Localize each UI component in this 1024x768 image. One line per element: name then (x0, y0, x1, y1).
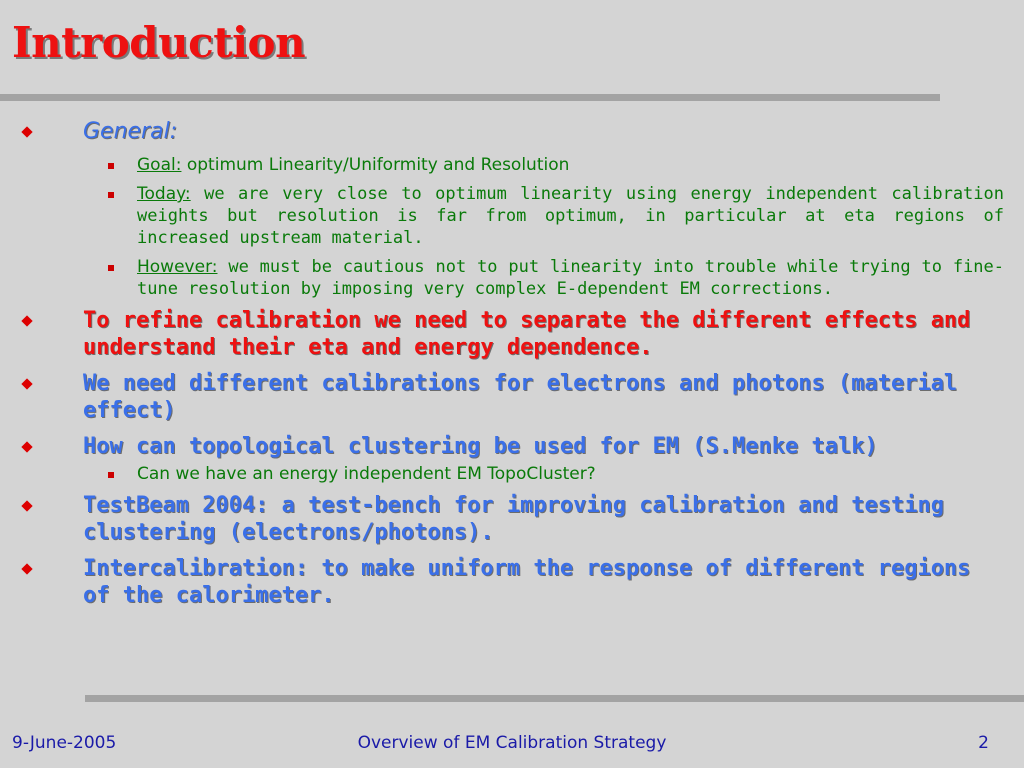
square-bullet-icon (108, 265, 114, 271)
sub-bullet-topocluster (0, 463, 1024, 485)
diamond-bullet-icon (21, 563, 32, 574)
testbeam-text: TestBeam 2004: a test-bench for improving calibration and testing clustering (electrons/photons). (83, 493, 944, 545)
diamond-bullet-icon (21, 500, 32, 511)
different-text: We need different calibrations for electrons and photons (material effect) (83, 371, 958, 423)
however-text: we must be cautious not to put linearity into trouble while trying to fine-tune resolution by imposing very complex E-dependent EM corrections. (137, 257, 1004, 299)
square-bullet-icon (108, 472, 114, 478)
topo-sub-text: Can we have an energy independent EM TopoCluster? (137, 464, 596, 484)
footer-date: 9-June-2005 (12, 733, 117, 753)
sub-bullet-today (0, 183, 1024, 249)
refine-text: To refine calibration we need to separate the different effects and understand their eta and energy dependence. (83, 308, 971, 360)
however-label: However: (137, 257, 218, 277)
goal-label: Goal: (137, 155, 182, 175)
sub-bullet-however (0, 256, 1024, 300)
bullet-intercalibration (0, 555, 1024, 609)
diamond-bullet-icon (21, 441, 32, 452)
general-label: General: (83, 119, 178, 144)
footer-title: Overview of EM Calibration Strategy (357, 733, 667, 753)
bullet-testbeam (0, 492, 1024, 546)
bullet-general (0, 118, 1024, 145)
sub-bullet-goal (0, 154, 1024, 176)
diamond-bullet-icon (21, 315, 32, 326)
bullet-topological-clustering (0, 433, 1024, 460)
footer-page-number: 2 (978, 733, 989, 753)
diamond-bullet-icon (21, 126, 32, 137)
title-divider (0, 94, 940, 101)
today-text: we are very close to optimum linearity using energy independent calibration weights but resolution is far from optimum, in particular at eta regions of increased upstream material. (137, 184, 1004, 248)
intercal-text: Intercalibration: to make uniform the response of different regions of the calorimeter. (83, 556, 971, 608)
today-label: Today: (137, 184, 191, 204)
topo-text: How can topological clustering be used for EM (S.Menke talk) (83, 434, 878, 459)
slide-title: Introduction (12, 18, 306, 67)
bullet-different-calibrations (0, 370, 1024, 424)
diamond-bullet-icon (21, 378, 32, 389)
goal-text: optimum Linearity/Uniformity and Resolution (181, 155, 570, 175)
square-bullet-icon (108, 192, 114, 198)
bullet-refine-calibration (0, 307, 1024, 361)
square-bullet-icon (108, 163, 114, 169)
footer-divider (85, 695, 1024, 702)
slide-content (0, 118, 1024, 618)
